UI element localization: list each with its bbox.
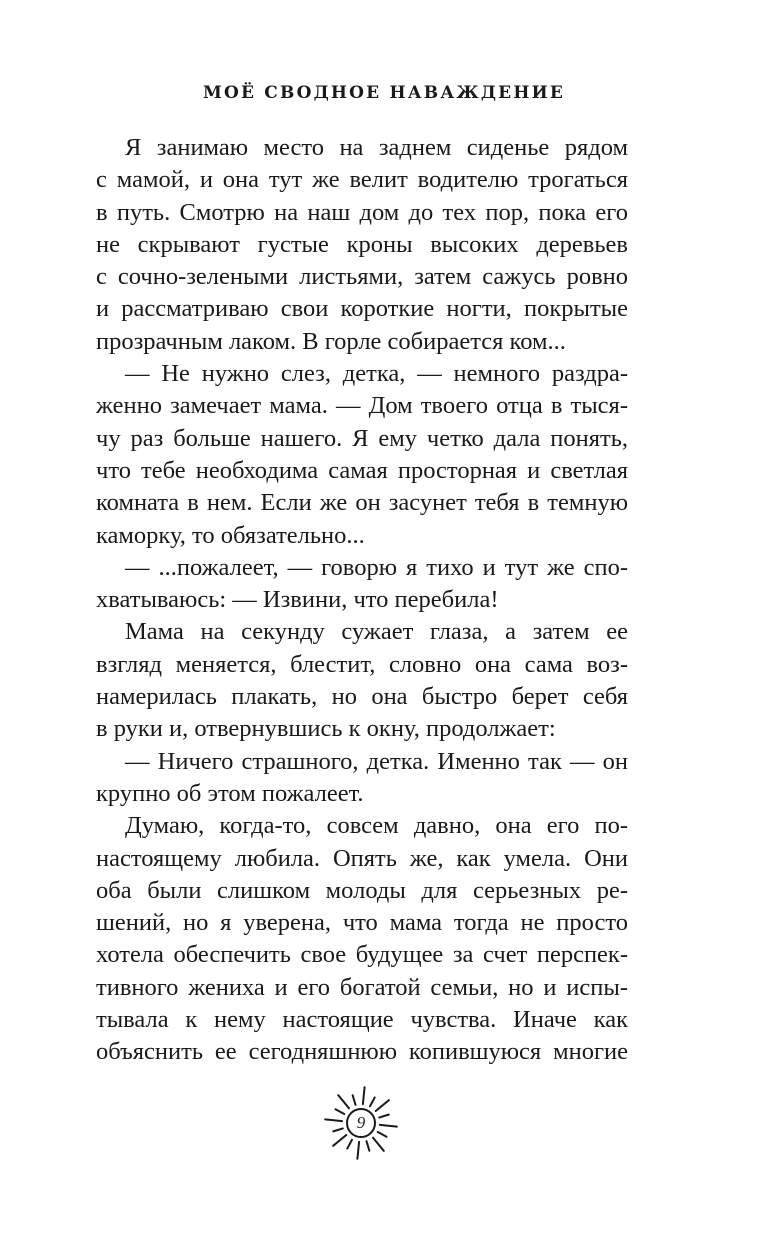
sun-ray xyxy=(353,1095,356,1105)
text-line: хотела обеспечить свое будущее за счет перспек- xyxy=(96,941,628,969)
text-line: не скрывают густые кроны высоких деревьев xyxy=(96,230,628,258)
text-line: хватываюсь: — Извини, что перебила! xyxy=(96,586,499,614)
text-line: в путь. Смотрю на наш дом до тех пор, пока его xyxy=(96,198,628,226)
sun-ray xyxy=(338,1095,349,1108)
text-line: с сочно-зелеными листьями, затем сажусь ровно xyxy=(96,263,628,291)
paragraph xyxy=(96,810,628,1068)
paragraph xyxy=(96,358,628,552)
sun-ray xyxy=(376,1100,389,1111)
text-line: что тебе необходима самая просторная и светлая xyxy=(96,456,628,484)
sun-ray xyxy=(373,1138,384,1151)
folio xyxy=(318,1083,404,1169)
sun-ray xyxy=(363,1087,365,1104)
text-line: прозрачным лаком. В горле собирается ком... xyxy=(96,327,566,355)
text-line: чу раз больше нашего. Я ему четко дала понять, xyxy=(96,424,628,452)
page-number: 9 xyxy=(356,1113,366,1132)
text-line: шений, но я уверена, что мама тогда не просто xyxy=(96,909,628,937)
sun-ray xyxy=(347,1140,352,1149)
text-line: объяснить ее сегодняшнюю копившуюся многие xyxy=(96,1038,628,1066)
text-line: — Ничего страшного, детка. Именно так — он xyxy=(125,747,628,775)
sun-ray xyxy=(370,1097,375,1106)
text-line: каморку, то обязательно... xyxy=(96,521,365,549)
text-line: комната в нем. Если же он засунет тебя в темную xyxy=(96,489,628,517)
body-text xyxy=(96,132,628,1069)
text-line: тивного жениха и его богатой семьи, но и испы- xyxy=(96,973,628,1001)
text-line: в руки и, отвернувшись к окну, продолжает: xyxy=(96,715,556,743)
text-line: Думаю, когда-то, совсем давно, она его по- xyxy=(125,812,628,840)
text-line: — Не нужно слез, детка, — немного раздра- xyxy=(125,360,628,388)
text-line: оба были слишком молоды для серьезных ре- xyxy=(96,876,628,904)
sun-ray xyxy=(333,1135,346,1146)
sun-ray xyxy=(366,1141,369,1151)
paragraph xyxy=(96,552,628,617)
text-line: с мамой, и она тут же велит водителю трогаться xyxy=(96,166,628,194)
text-line: намерилась плакать, но она быстро берет себя xyxy=(96,683,628,711)
text-line: женно замечает мама. — Дом твоего отца в тыся- xyxy=(96,392,628,420)
text-line: крупно об этом пожалеет. xyxy=(96,779,364,807)
text-line: и рассматриваю свои короткие ногти, покрытые xyxy=(96,295,628,323)
running-head: МОЁ СВОДНОЕ НАВАЖДЕНИЕ xyxy=(202,83,566,103)
paragraph xyxy=(96,132,628,358)
paragraph xyxy=(96,616,628,745)
text-line: настоящему любила. Опять же, как умела. Они xyxy=(96,844,628,872)
paragraph xyxy=(96,746,628,811)
sun-ray xyxy=(357,1142,359,1159)
text-line: — ...пожалеет, — говорю я тихо и тут же спо- xyxy=(125,553,628,581)
text-line: взгляд меняется, блестит, словно она сама воз- xyxy=(96,650,628,678)
text-line: тывала к нему настоящие чувства. Иначе как xyxy=(96,1006,628,1034)
text-line: Мама на секунду сужает глаза, а затем ее xyxy=(125,618,628,646)
text-line: Я занимаю место на заднем сиденье рядом xyxy=(125,134,628,161)
